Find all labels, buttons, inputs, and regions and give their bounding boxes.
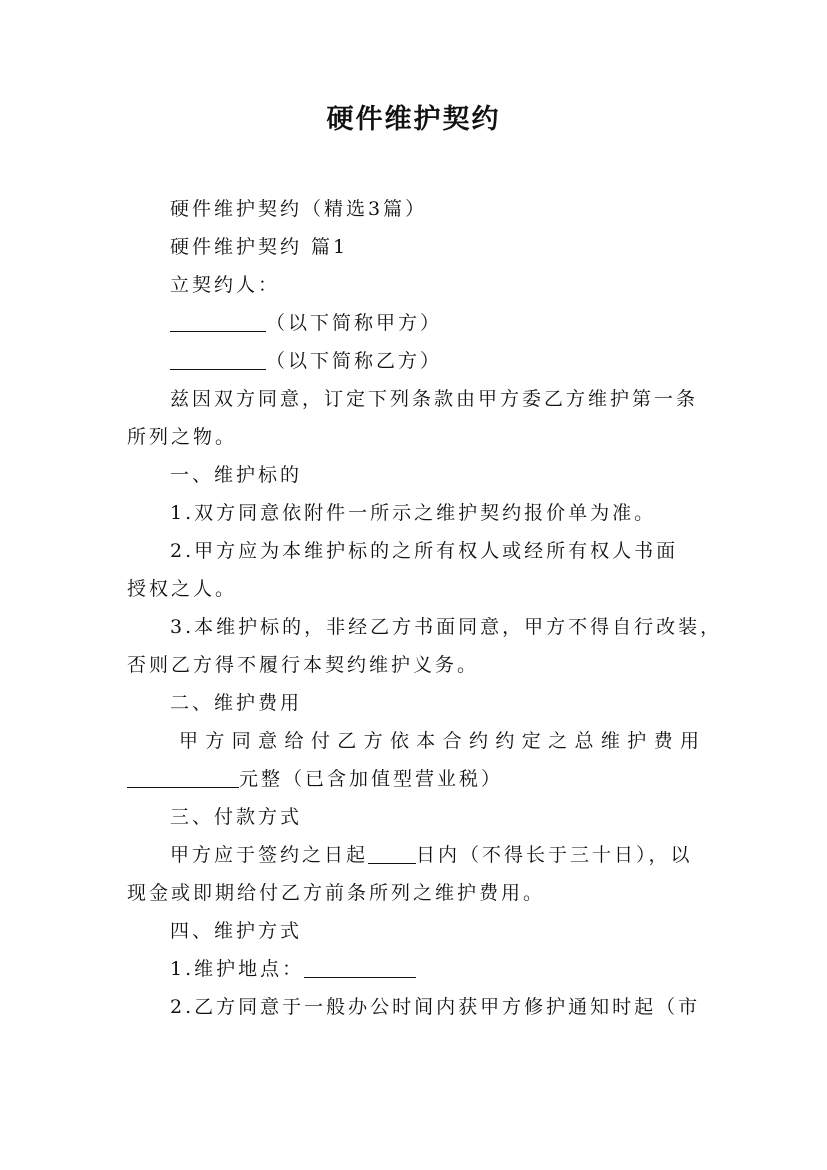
clause-2-heading: 二、维护费用 xyxy=(170,692,303,714)
clause-1-item-2-line2: 授权之人。 xyxy=(127,578,238,600)
section-heading-part1: 硬件维护契约 篇1 xyxy=(170,236,349,258)
clause-1-heading: 一、维护标的 xyxy=(170,464,303,486)
parties-label: 立契约人： xyxy=(170,274,281,296)
payment-days-blank xyxy=(368,841,416,864)
party-a-blank xyxy=(170,309,266,332)
document-body xyxy=(127,190,723,1026)
party-b-line xyxy=(127,342,702,380)
clause-4-item-1 xyxy=(127,950,702,988)
party-a-text: （以下简称甲方） xyxy=(266,312,443,334)
clause-2-text-line2 xyxy=(127,760,702,798)
clause-3-text-line1 xyxy=(127,836,702,874)
party-b-text: （以下简称乙方） xyxy=(266,350,443,372)
clause-4-item-2: 2.乙方同意于一般办公时间内获甲方修护通知时起（市 xyxy=(170,996,701,1018)
agreement-intro-line1: 兹因双方同意，订定下列条款由甲方委乙方维护第一条 xyxy=(170,388,699,410)
party-a-line xyxy=(127,304,702,342)
clause-1-item-2-line1: 2.甲方应为本维护标的之所有权人或经所有权人书面 xyxy=(170,540,679,562)
payment-text-a: 甲方应于签约之日起 xyxy=(170,844,369,866)
clause-1-item-3-line2: 否则乙方得不履行本契约维护义务。 xyxy=(127,654,480,676)
clause-3-text-line2: 现金或即期给付乙方前条所列之维护费用。 xyxy=(127,882,546,904)
fee-amount-text: 元整（已含加值型营业税） xyxy=(239,768,504,790)
fee-amount-blank xyxy=(127,765,239,788)
party-b-blank xyxy=(170,347,266,370)
payment-text-b: 日内（不得长于三十日），以 xyxy=(416,844,693,866)
agreement-intro-line2: 所列之物。 xyxy=(127,426,238,448)
subtitle-line: 硬件维护契约（精选3篇） xyxy=(170,198,428,220)
document-title: 硬件维护契约 xyxy=(326,104,501,135)
clause-4-heading: 四、维护方式 xyxy=(170,920,303,942)
clause-1-item-1: 1.双方同意依附件一所示之维护契约报价单为准。 xyxy=(170,502,657,524)
clause-1-item-3-line1: 3.本维护标的，非经乙方书面同意，甲方不得自行改装， xyxy=(170,616,723,638)
maintenance-location-label: 1.维护地点： xyxy=(170,958,305,980)
clause-3-heading: 三、付款方式 xyxy=(170,806,303,828)
maintenance-location-blank xyxy=(304,955,416,978)
clause-2-text-line1: 甲方同意给付乙方依本合约约定之总维护费用 xyxy=(179,730,702,752)
